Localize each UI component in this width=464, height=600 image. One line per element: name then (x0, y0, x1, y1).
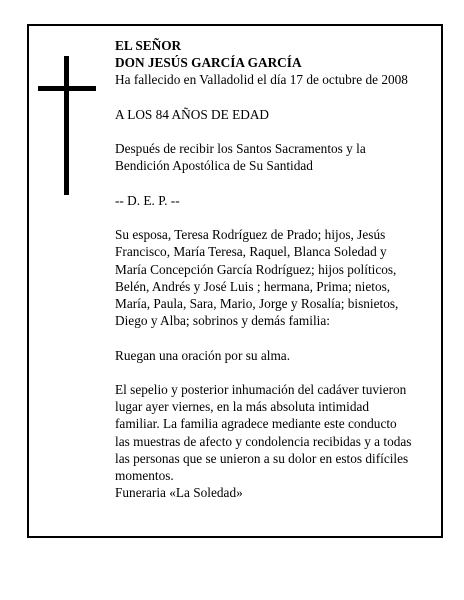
title: EL SEÑOR (115, 38, 182, 53)
sacraments-line-1: Después de recibir los Santos Sacramentos y la (115, 141, 366, 157)
family-line-2: Francisco, María Teresa, Raquel, Blanca Soledad y (115, 244, 387, 260)
death-notice: Ha fallecido en Valladolid el día 17 de octubre de 2008 (115, 72, 408, 88)
prayer: Ruegan una oración por su alma. (115, 347, 291, 363)
funeral-line-5: las personas que se unieron a su dolor en estos difíciles (115, 450, 409, 466)
funeral-home: Funeraria «La Soledad» (115, 485, 243, 501)
family-line-5: María, Paula, Sara, Mario, Jorge y Rosalía; bisnietos, (115, 295, 399, 311)
deceased-name: DON JESÚS GARCÍA GARCÍA (115, 55, 302, 71)
age: A LOS 84 AÑOS DE EDAD (115, 106, 270, 122)
funeral-line-3: familiar. La familia agradece mediante este conducto (115, 416, 397, 432)
family-line-6: Diego y Alba; sobrinos y demás familia: (115, 313, 330, 329)
sacraments-line-2: Bendición Apostólica de Su Santidad (115, 158, 313, 174)
cross-icon-bar (38, 86, 96, 91)
funeral-line-4: las muestras de afecto y condolencia recibidas y a todas (115, 433, 412, 449)
obituary-text (115, 37, 433, 501)
family-line-3: María Concepción García Rodríguez; hijos políticos, (115, 261, 397, 277)
family-line-1: Su esposa, Teresa Rodríguez de Prado; hijos, Jesús (115, 227, 386, 243)
funeral-line-2: lugar ayer viernes, en la más absoluta intimidad (115, 399, 370, 415)
family-line-4: Belén, Andrés y José Luis ; hermana, Prima; nietos, (115, 278, 391, 294)
funeral-line-1: El sepelio y posterior inhumación del cadáver tuvieron (115, 381, 407, 397)
cross-icon (64, 56, 69, 195)
funeral-line-6: momentos. (115, 467, 174, 483)
rip: -- D. E. P. -- (115, 192, 180, 208)
